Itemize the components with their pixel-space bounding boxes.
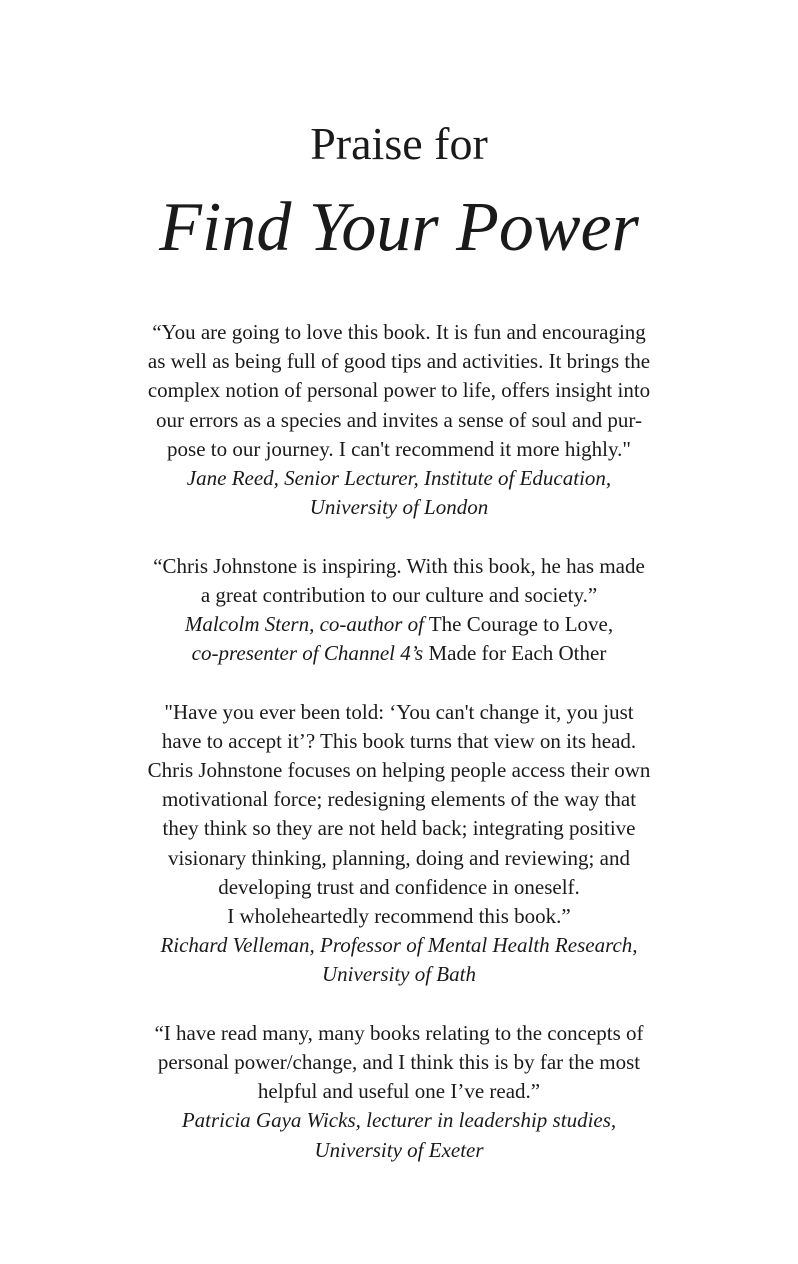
testimonial-jane-reed [60,318,738,522]
quote-line: Chris Johnstone focuses on helping people access their own [147,758,651,783]
testimonial-patricia-gaya-wicks [60,1019,738,1165]
quote-line: developing trust and confidence in oneself. [218,874,580,899]
quote-line: a great contribution to our culture and society.” [200,582,598,607]
attribution-credit: Malcolm Stern, co-author of [184,612,424,637]
testimonials [60,318,738,1194]
testimonial-richard-velleman [60,698,738,990]
quote-line: “You are going to love this book. It is fun and encouraging [152,320,646,344]
quote-line: they think so they are not held back; integrating positive [162,816,636,841]
quote-line: I wholeheartedly recommend this book.” [227,904,571,929]
attribution-line: Jane Reed, Senior Lecturer, Institute of Education, [186,466,612,491]
attribution-show-title: Made for Each Other [423,641,607,666]
quote-line: our errors as a species and invites a sense of soul and pur- [156,407,642,432]
quote-line: visionary thinking, planning, doing and reviewing; and [168,845,630,870]
testimonial-malcolm-stern [60,552,738,669]
quote-line: helpful and useful one I’ve read.” [257,1079,541,1104]
quote-line: motivational force; redesigning elements of the way that [161,787,637,812]
book-title: Find Your Power [159,189,639,266]
attribution-line [60,639,738,668]
attribution-line: Patricia Gaya Wicks, lecturer in leadership studies, [181,1108,617,1133]
quote-line: complex notion of personal power to life, offers insight into [147,378,651,403]
praise-heading: Praise for [310,118,488,169]
attribution-line: University of London [309,495,489,520]
quote-line: “I have read many, many books relating to the concepts of [154,1020,644,1045]
quote-line: "Have you ever been told: ‘You can't change it, you just [164,699,634,724]
quote-line: have to accept it’? This book turns that view on its head. [161,728,637,753]
quote-line: personal power/change, and I think this is by far the most [157,1050,641,1075]
quote-line: “Chris Johnstone is inspiring. With this book, he has made [153,553,645,578]
attribution-book-title: The Courage to Love, [423,612,614,637]
attribution-line: University of Exeter [314,1137,484,1162]
quote-line: as well as being full of good tips and activities. It brings the [147,349,651,374]
attribution-line: University of Bath [322,962,476,987]
attribution-line: Richard Velleman, Professor of Mental Health Research, [160,933,638,958]
attribution-credit: co-presenter of Channel 4’s [191,641,424,666]
quote-line: pose to our journey. I can't recommend it more highly." [167,436,631,461]
attribution-line [60,610,738,639]
